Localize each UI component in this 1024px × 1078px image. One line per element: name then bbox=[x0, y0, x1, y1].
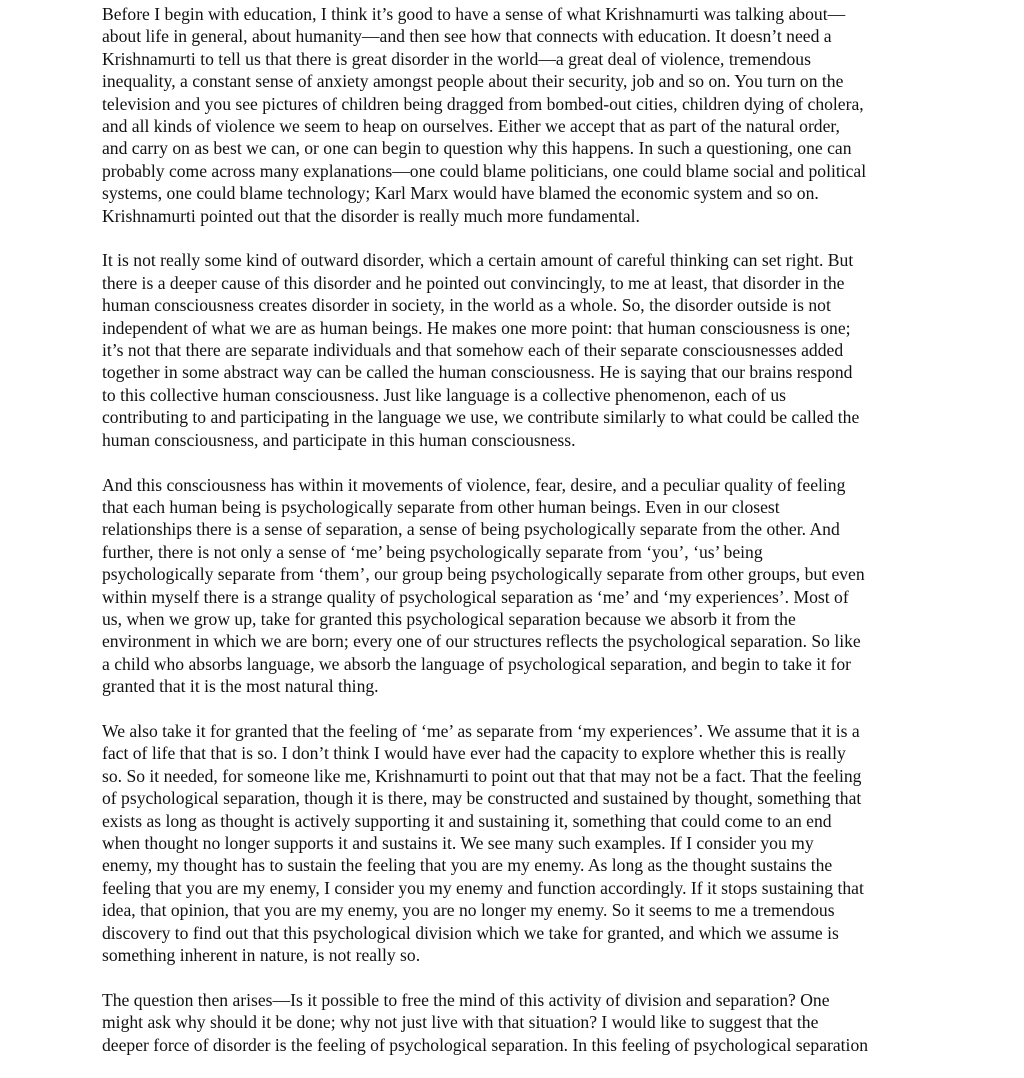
text-line: relationships there is a sense of separation, a sense of being psychologically separate from the other. And bbox=[102, 519, 840, 540]
paragraph-2 bbox=[102, 249, 932, 451]
text-line: We also take it for granted that the feeling of ‘me’ as separate from ‘my experiences’. We assume that it is a bbox=[102, 720, 860, 741]
text-line: and carry on as best we can, or one can begin to question why this happens. In such a questioning, one can bbox=[102, 138, 852, 159]
text-line: fact of life that that is so. I don’t think I would have ever had the capacity to explore whether this is really bbox=[102, 743, 846, 764]
text-line: there is a deeper cause of this disorder and he pointed out convincingly, to me at least, that disorder in the bbox=[102, 272, 845, 293]
text-line: contributing to and participating in the language we use, we contribute similarly to what could be called the bbox=[102, 407, 860, 428]
text-line: Krishnamurti pointed out that the disorder is really much more fundamental. bbox=[102, 205, 640, 226]
text-line: exists as long as thought is actively supporting it and sustaining it, something that could come to an end bbox=[102, 810, 832, 831]
paragraph-5 bbox=[102, 989, 932, 1056]
text-line: idea, that opinion, that you are my enemy, you are no longer my enemy. So it seems to me a tremendous bbox=[102, 900, 835, 921]
text-line: Before I begin with education, I think it’s good to have a sense of what Krishnamurti was talking about— bbox=[102, 4, 846, 24]
text-line: discovery to find out that this psychological division which we take for granted, and which we assume is bbox=[102, 922, 839, 943]
text-line: might ask why should it be done; why not just live with that situation? I would like to suggest that the bbox=[102, 1012, 819, 1033]
paragraph-1 bbox=[102, 3, 932, 227]
text-line: human consciousness creates disorder in society, in the world as a whole. So, the disorder outside is not bbox=[102, 295, 831, 316]
text-line: granted that it is the most natural thing. bbox=[102, 676, 379, 697]
text-line: us, when we grow up, take for granted this psychological separation because we absorb it from the bbox=[102, 608, 796, 629]
text-line: environment in which we are born; every one of our structures reflects the psychological separation. So like bbox=[102, 631, 861, 652]
text-line: Krishnamurti to tell us that there is great disorder in the world—a great deal of violence, tremendous bbox=[102, 48, 811, 69]
text-line: independent of what we are as human beings. He makes one more point: that human consciousness is one; bbox=[102, 317, 851, 338]
text-line: enemy, my thought has to sustain the feeling that you are my enemy. As long as the thought sustains the bbox=[102, 855, 833, 876]
text-line: within myself there is a strange quality of psychological separation as ‘me’ and ‘my experiences’. Most of bbox=[102, 586, 849, 607]
text-line: it’s not that there are separate individuals and that somehow each of their separate consciousnesses added bbox=[102, 340, 844, 361]
text-line: probably come across many explanations—one could blame politicians, one could blame social and political bbox=[102, 160, 867, 181]
text-line: human consciousness, and participate in this human consciousness. bbox=[102, 429, 576, 450]
text-line: a child who absorbs language, we absorb the language of psychological separation, and begin to take it for bbox=[102, 653, 851, 674]
text-line: systems, one could blame technology; Karl Marx would have blamed the economic system and so on. bbox=[102, 183, 819, 204]
text-line: television and you see pictures of children being dragged from bombed-out cities, children dying of cholera, bbox=[102, 93, 864, 114]
text-line: so. So it needed, for someone like me, Krishnamurti to point out that that may not be a fact. That the feeling bbox=[102, 765, 862, 786]
text-line: together in some abstract way can be called the human consciousness. He is saying that our brains respond bbox=[102, 362, 853, 383]
text-line: when thought no longer supports it and sustains it. We see many such examples. If I consider you my bbox=[102, 832, 814, 853]
text-line: feeling that you are my enemy, I consider you my enemy and function accordingly. If it stops sustaining that bbox=[102, 877, 864, 898]
text-line: further, there is not only a sense of ‘me’ being psychologically separate from ‘you’, ‘us’ being bbox=[102, 541, 763, 562]
document-body bbox=[102, 3, 932, 1078]
text-line: psychologically separate from ‘them’, our group being psychologically separate from other groups, but even bbox=[102, 564, 865, 585]
text-line: something inherent in nature, is not really so. bbox=[102, 945, 421, 966]
text-line: And this consciousness has within it movements of violence, fear, desire, and a peculiar quality of feeling bbox=[102, 474, 846, 495]
paragraph-3 bbox=[102, 474, 932, 698]
text-line: It is not really some kind of outward disorder, which a certain amount of careful thinking can set right. But bbox=[102, 250, 854, 271]
text-line: to this collective human consciousness. Just like language is a collective phenomenon, each of us bbox=[102, 384, 787, 405]
text-line: and all kinds of violence we seem to heap on ourselves. Either we accept that as part of the natural order, bbox=[102, 116, 840, 137]
text-line: of psychological separation, though it is there, may be constructed and sustained by thought, something that bbox=[102, 788, 862, 809]
text-line: that each human being is psychologically separate from other human beings. Even in our closest bbox=[102, 496, 780, 517]
text-line: inequality, a constant sense of anxiety amongst people about their security, job and so on. You turn on the bbox=[102, 71, 844, 92]
paragraph-4 bbox=[102, 720, 932, 966]
text-line: The question then arises—Is it possible to free the mind of this activity of division and separation? One bbox=[102, 989, 830, 1010]
text-line: about life in general, about humanity—and then see how that connects with education. It doesn’t need a bbox=[102, 26, 832, 47]
text-line: deeper force of disorder is the feeling of psychological separation. In this feeling of psychological separation bbox=[102, 1034, 869, 1055]
